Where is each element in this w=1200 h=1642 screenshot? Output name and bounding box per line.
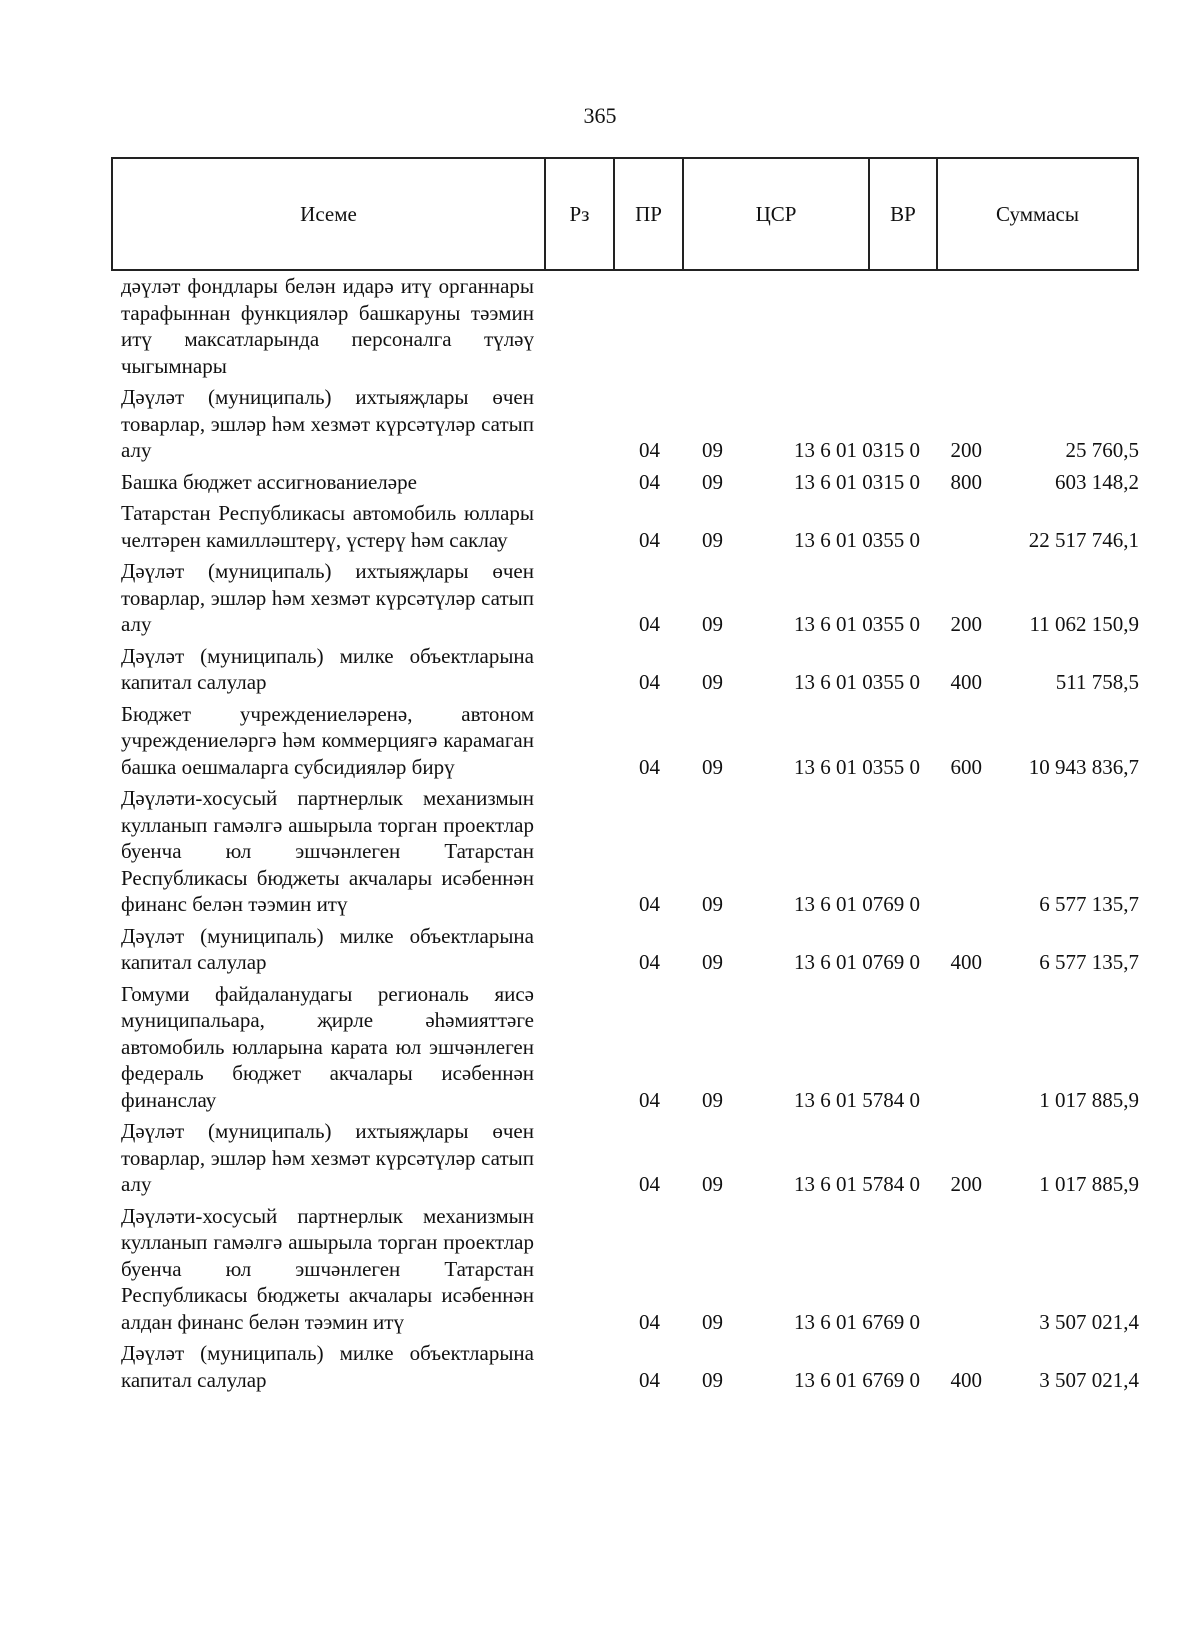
column-header-pr: ПР: [613, 159, 682, 269]
table-row: [121, 384, 1139, 464]
column-header-name: Исеме: [300, 201, 357, 226]
cell-pr: 09: [702, 950, 723, 974]
cell-rz: 04: [639, 469, 660, 494]
cell-vr: 200: [950, 438, 982, 462]
page-number: 365: [583, 103, 617, 128]
table-row: [121, 785, 1139, 918]
cell-sum: 1 017 885,9: [1039, 1087, 1139, 1112]
cell-name: Бюджет учреждениеләренә, автоном учреждениеләргә һәм коммерциягә карамаган башка оешмаларга субсидияләр бирү: [121, 701, 534, 779]
table-row: [121, 558, 1139, 638]
cell-csr: 13 6 01 0769 0: [794, 950, 920, 974]
table-row: [121, 1118, 1139, 1198]
cell-name: Дәүләти-хосусый партнерлык механизмын кулланып гамәлгә ашырыла торган проектлар буенча юл эшчәнлеген Татарстан Республикасы бюджеты акчалары исәбеннән финанс белән тәэмин итү: [121, 786, 534, 916]
cell-pr: 09: [702, 1367, 723, 1392]
cell-pr: 09: [702, 527, 723, 552]
table-row: [121, 1340, 1139, 1393]
table-row: [121, 1203, 1139, 1336]
cell-rz: 04: [639, 1309, 660, 1334]
table-row: [121, 469, 1139, 496]
cell-csr: 13 6 01 0315 0: [794, 438, 920, 462]
cell-pr: 09: [702, 754, 723, 779]
column-header-vr: ВР: [868, 159, 936, 269]
cell-pr: 09: [702, 892, 723, 916]
cell-csr: 13 6 01 6769 0: [794, 1309, 920, 1334]
cell-sum: 511 758,5: [1055, 670, 1139, 694]
cell-sum: 603 148,2: [1055, 469, 1139, 494]
cell-name: дәүләт фондлары белән идарә итү органнары тарафыннан функцияләр башкаруны тәэмин итү максатларында персоналга түләү чыгымнары: [121, 274, 534, 378]
table-header: [111, 157, 1139, 271]
cell-name: Дәүләт (муниципаль) ихтыяҗлары өчен товарлар, эшләр һәм хезмәт күрсәтүләр сатып алу: [121, 385, 534, 462]
cell-rz: 04: [639, 754, 660, 779]
cell-rz: 04: [639, 950, 660, 974]
cell-sum: 6 577 135,7: [1039, 892, 1139, 916]
cell-sum: 10 943 836,7: [1028, 754, 1139, 779]
table-row: [121, 273, 1139, 379]
cell-csr: 13 6 01 5784 0: [794, 1087, 920, 1112]
cell-sum: 11 062 150,9: [1029, 612, 1139, 636]
cell-csr: 13 6 01 6769 0: [794, 1367, 920, 1392]
table-body: [121, 273, 1139, 1398]
cell-vr: 200: [950, 612, 982, 636]
cell-rz: 04: [639, 438, 660, 462]
cell-csr: 13 6 01 0355 0: [794, 527, 920, 552]
cell-sum: 6 577 135,7: [1039, 950, 1139, 974]
cell-csr: 13 6 01 0769 0: [794, 892, 920, 916]
cell-pr: 09: [702, 1309, 723, 1334]
cell-csr: 13 6 01 0355 0: [794, 612, 920, 636]
cell-vr: 600: [950, 754, 982, 779]
cell-name: Дәүләт (муниципаль) милке объектларына капитал салулар: [121, 923, 534, 974]
cell-rz: 04: [639, 1172, 660, 1196]
column-header-csr: ЦСР: [682, 159, 868, 269]
cell-csr: 13 6 01 0355 0: [794, 754, 920, 779]
cell-sum: 22 517 746,1: [1028, 527, 1139, 552]
cell-sum: 1 017 885,9: [1039, 1172, 1139, 1196]
cell-name: Гомуми файдаланудагы региональ яисә муниципальара, җирле әһәмияттәге автомобиль юлларына карата юл эшчәнлеген федераль бюджет акчалары исәбеннән финанслау: [121, 981, 534, 1112]
cell-rz: 04: [639, 527, 660, 552]
cell-name: Дәүләт (муниципаль) милке объектларына капитал салулар: [121, 643, 534, 694]
cell-name: Башка бюджет ассигнованиеләре: [121, 469, 417, 494]
table-row: [121, 923, 1139, 976]
cell-rz: 04: [639, 612, 660, 636]
column-header-rz: Рз: [544, 159, 613, 269]
cell-vr: 800: [950, 469, 982, 494]
cell-vr: 400: [950, 670, 982, 694]
cell-pr: 09: [702, 1087, 723, 1112]
cell-sum: 25 760,5: [1065, 438, 1139, 462]
table-row: [121, 701, 1139, 781]
cell-name: Татарстан Республикасы автомобиль юллары челтәрен камилләштерү, үстерү һәм саклау: [121, 501, 534, 552]
table-row: [121, 981, 1139, 1114]
cell-csr: 13 6 01 0355 0: [794, 670, 920, 694]
cell-vr: 400: [950, 950, 982, 974]
column-header-sum: Суммасы: [936, 159, 1137, 269]
table-row: [121, 500, 1139, 553]
cell-rz: 04: [639, 670, 660, 694]
cell-vr: 200: [950, 1172, 982, 1196]
cell-pr: 09: [702, 612, 723, 636]
cell-name: Дәүләт (муниципаль) милке объектларына капитал салулар: [121, 1341, 534, 1392]
cell-pr: 09: [702, 469, 723, 494]
cell-sum: 3 507 021,4: [1039, 1309, 1139, 1334]
cell-sum: 3 507 021,4: [1039, 1367, 1139, 1392]
cell-name: Дәүләт (муниципаль) ихтыяҗлары өчен товарлар, эшләр һәм хезмәт күрсәтүләр сатып алу: [121, 1119, 534, 1196]
cell-pr: 09: [702, 1172, 723, 1196]
cell-vr: 400: [950, 1367, 982, 1392]
cell-pr: 09: [702, 438, 723, 462]
cell-csr: 13 6 01 0315 0: [794, 469, 920, 494]
cell-name: Дәүләти-хосусый партнерлык механизмын кулланып гамәлгә ашырыла торган проектлар буенча юл эшчәнлеген Татарстан Республикасы бюджеты акчалары исәбеннән алдан финанс белән тәэмин итү: [121, 1203, 534, 1334]
cell-rz: 04: [639, 1087, 660, 1112]
cell-pr: 09: [702, 670, 723, 694]
cell-csr: 13 6 01 5784 0: [794, 1172, 920, 1196]
cell-rz: 04: [639, 892, 660, 916]
cell-rz: 04: [639, 1367, 660, 1392]
cell-name: Дәүләт (муниципаль) ихтыяҗлары өчен товарлар, эшләр һәм хезмәт күрсәтүләр сатып алу: [121, 559, 534, 636]
table-row: [121, 643, 1139, 696]
